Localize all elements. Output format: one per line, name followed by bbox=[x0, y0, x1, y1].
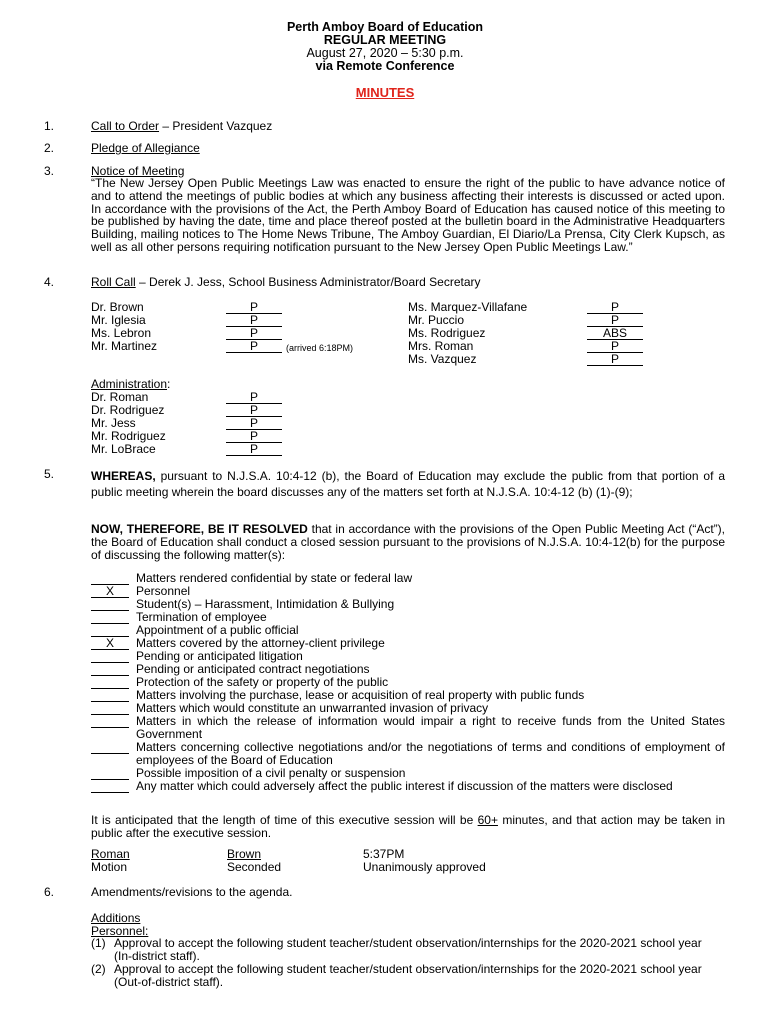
matter-item: Matters in which the release of information would impair a right to receive funds from the United States Government bbox=[91, 715, 136, 728]
member-name: Ms. Marquez-Villafane bbox=[408, 300, 528, 314]
member-status: P bbox=[587, 314, 643, 327]
matter-item: Possible imposition of a civil penalty or suspension bbox=[91, 767, 136, 780]
matter-item: Pending or anticipated contract negotiations bbox=[91, 663, 136, 676]
matter-checkbox bbox=[91, 742, 129, 754]
addition-number: (1) bbox=[91, 936, 106, 950]
additions-heading: Additions bbox=[91, 911, 141, 925]
matter-item: Matters concerning collective negotiations and/or the negotiations of terms and conditions of employment of employees of the Board of Education bbox=[91, 741, 136, 754]
member-status: P bbox=[226, 314, 282, 327]
admin-status: P bbox=[226, 417, 282, 430]
motion-time: 5:37PM bbox=[363, 847, 405, 861]
motion-mover: Roman bbox=[91, 847, 130, 861]
matter-checkbox bbox=[91, 781, 129, 793]
resolved-paragraph: NOW, THEREFORE, BE IT RESOLVED that in accordance with the provisions of the Open Public Meeting Act (“Act”), the Board of Education shall conduct a closed session pursuant to the provisions of N.J.S.A. 10:4-12(b) for the purpose of discussing the following matter(s): bbox=[91, 522, 725, 562]
admin-name: Dr. Rodriguez bbox=[91, 403, 165, 417]
member-status: P bbox=[226, 301, 282, 314]
notice-heading: Notice of Meeting bbox=[91, 164, 185, 178]
item-number: 1. bbox=[44, 119, 55, 133]
motion-label: Motion bbox=[91, 860, 128, 874]
member-name: Ms. Vazquez bbox=[408, 352, 477, 366]
matter-checkbox: X bbox=[91, 586, 129, 598]
admin-status: P bbox=[226, 443, 282, 456]
matter-item: Protection of the safety or property of the public bbox=[91, 676, 136, 689]
matter-item: Appointment of a public official bbox=[91, 624, 136, 637]
member-status: P bbox=[587, 340, 643, 353]
member-name: Ms. Rodriguez bbox=[408, 326, 486, 340]
member-status: P bbox=[226, 340, 282, 353]
addition-text: Approval to accept the following student teacher/student observation/internships for the 2020-2021 school year (Out-of-district staff). bbox=[114, 962, 702, 989]
matter-item: Matters rendered confidential by state or federal law bbox=[91, 572, 136, 585]
notice-text: “The New Jersey Open Public Meetings Law was enacted to ensure the right of the public to have advance notice of and to attend the meetings of public bodies at which any business affecting their interests is discussed or acted upon. In accordance with the provisions of the Act, the Perth Amboy Board of Education has caused notice of this meeting to be published by having the date, time and place thereof posted at the bulletin board in the Administrative Headquarters Building, mailing notices to The Home News Tribune, The Amboy Guardian, El Diario/La Prensa, City Clerk Kupsch, as well as all other persons requiring notification pursuant to the New Jersey Open Public Meetings Law.” bbox=[91, 176, 725, 254]
member-name: Ms. Lebron bbox=[91, 326, 152, 340]
member-name: Mrs. Roman bbox=[408, 339, 474, 353]
member-status: P bbox=[226, 327, 282, 340]
matter-checkbox: X bbox=[91, 638, 129, 650]
item-number: 3. bbox=[44, 164, 55, 178]
addition-text: Approval to accept the following student teacher/student observation/internships for the 2020-2021 school year (In-district staff). bbox=[114, 936, 702, 963]
admin-name: Mr. Jess bbox=[91, 416, 136, 430]
matter-item: Termination of employee bbox=[91, 611, 136, 624]
roll-call-heading: Roll Call – Derek J. Jess, School Business Administrator/Board Secretary bbox=[91, 275, 481, 289]
item-number: 4. bbox=[44, 275, 55, 289]
admin-name: Mr. Rodriguez bbox=[91, 429, 166, 443]
member-name: Mr. Martinez bbox=[91, 339, 158, 353]
arrival-note: (arrived 6:18PM) bbox=[286, 343, 354, 353]
matter-item: Matters which would constitute an unwarranted invasion of privacy bbox=[91, 702, 136, 715]
member-name: Mr. Puccio bbox=[408, 313, 465, 327]
item-number: 5. bbox=[44, 467, 55, 481]
member-name: Mr. Iglesia bbox=[91, 313, 146, 327]
meeting-datetime: August 27, 2020 – 5:30 p.m. bbox=[306, 46, 464, 60]
whereas-paragraph: WHEREAS, pursuant to N.J.S.A. 10:4-12 (b), the Board of Education may exclude the public from that portion of a public meeting wherein the board discusses any of the matters set forth at N.J.S.A. 10:4-12 (b) (1)-(9); bbox=[91, 469, 725, 499]
item-number: 2. bbox=[44, 141, 55, 155]
member-status: ABS bbox=[587, 327, 643, 340]
member-name: Dr. Brown bbox=[91, 300, 144, 314]
admin-name: Mr. LoBrace bbox=[91, 442, 156, 456]
motion-seconder: Brown bbox=[227, 847, 262, 861]
admin-name: Dr. Roman bbox=[91, 390, 149, 404]
org-name: Perth Amboy Board of Education bbox=[286, 20, 484, 34]
matter-item: Student(s) – Harassment, Intimidation & Bullying bbox=[91, 598, 136, 611]
seconded-label: Seconded bbox=[227, 860, 282, 874]
call-to-order: Call to Order – President Vazquez bbox=[91, 119, 273, 133]
administration-heading: Administration: bbox=[91, 377, 171, 391]
minutes-title: MINUTES bbox=[355, 85, 415, 100]
admin-status: P bbox=[226, 430, 282, 443]
matter-item: X Personnel bbox=[91, 585, 136, 598]
item-number: 6. bbox=[44, 885, 55, 899]
matter-item: X Matters covered by the attorney-client privilege bbox=[91, 637, 136, 650]
member-status: P bbox=[587, 353, 643, 366]
meeting-type: REGULAR MEETING bbox=[323, 33, 447, 47]
amendments-heading: Amendments/revisions to the agenda. bbox=[91, 885, 293, 899]
matter-item: Matters involving the purchase, lease or acquisition of real property with public funds bbox=[91, 689, 136, 702]
meeting-venue: via Remote Conference bbox=[315, 59, 455, 73]
anticipated-paragraph: It is anticipated that the length of time of this executive session will be 60+ minutes, and that action may be taken in public after the executive session. bbox=[91, 813, 725, 840]
matter-checkbox bbox=[91, 716, 129, 728]
admin-status: P bbox=[226, 404, 282, 417]
admin-status: P bbox=[226, 391, 282, 404]
motion-result: Unanimously approved bbox=[363, 860, 486, 874]
pledge-of-allegiance: Pledge of Allegiance bbox=[91, 141, 200, 155]
personnel-heading: Personnel: bbox=[91, 924, 149, 938]
matter-item: Pending or anticipated litigation bbox=[91, 650, 136, 663]
member-status: P bbox=[587, 301, 643, 314]
matter-item: Any matter which could adversely affect the public interest if discussion of the matters were disclosed bbox=[91, 780, 136, 793]
addition-number: (2) bbox=[91, 962, 106, 976]
